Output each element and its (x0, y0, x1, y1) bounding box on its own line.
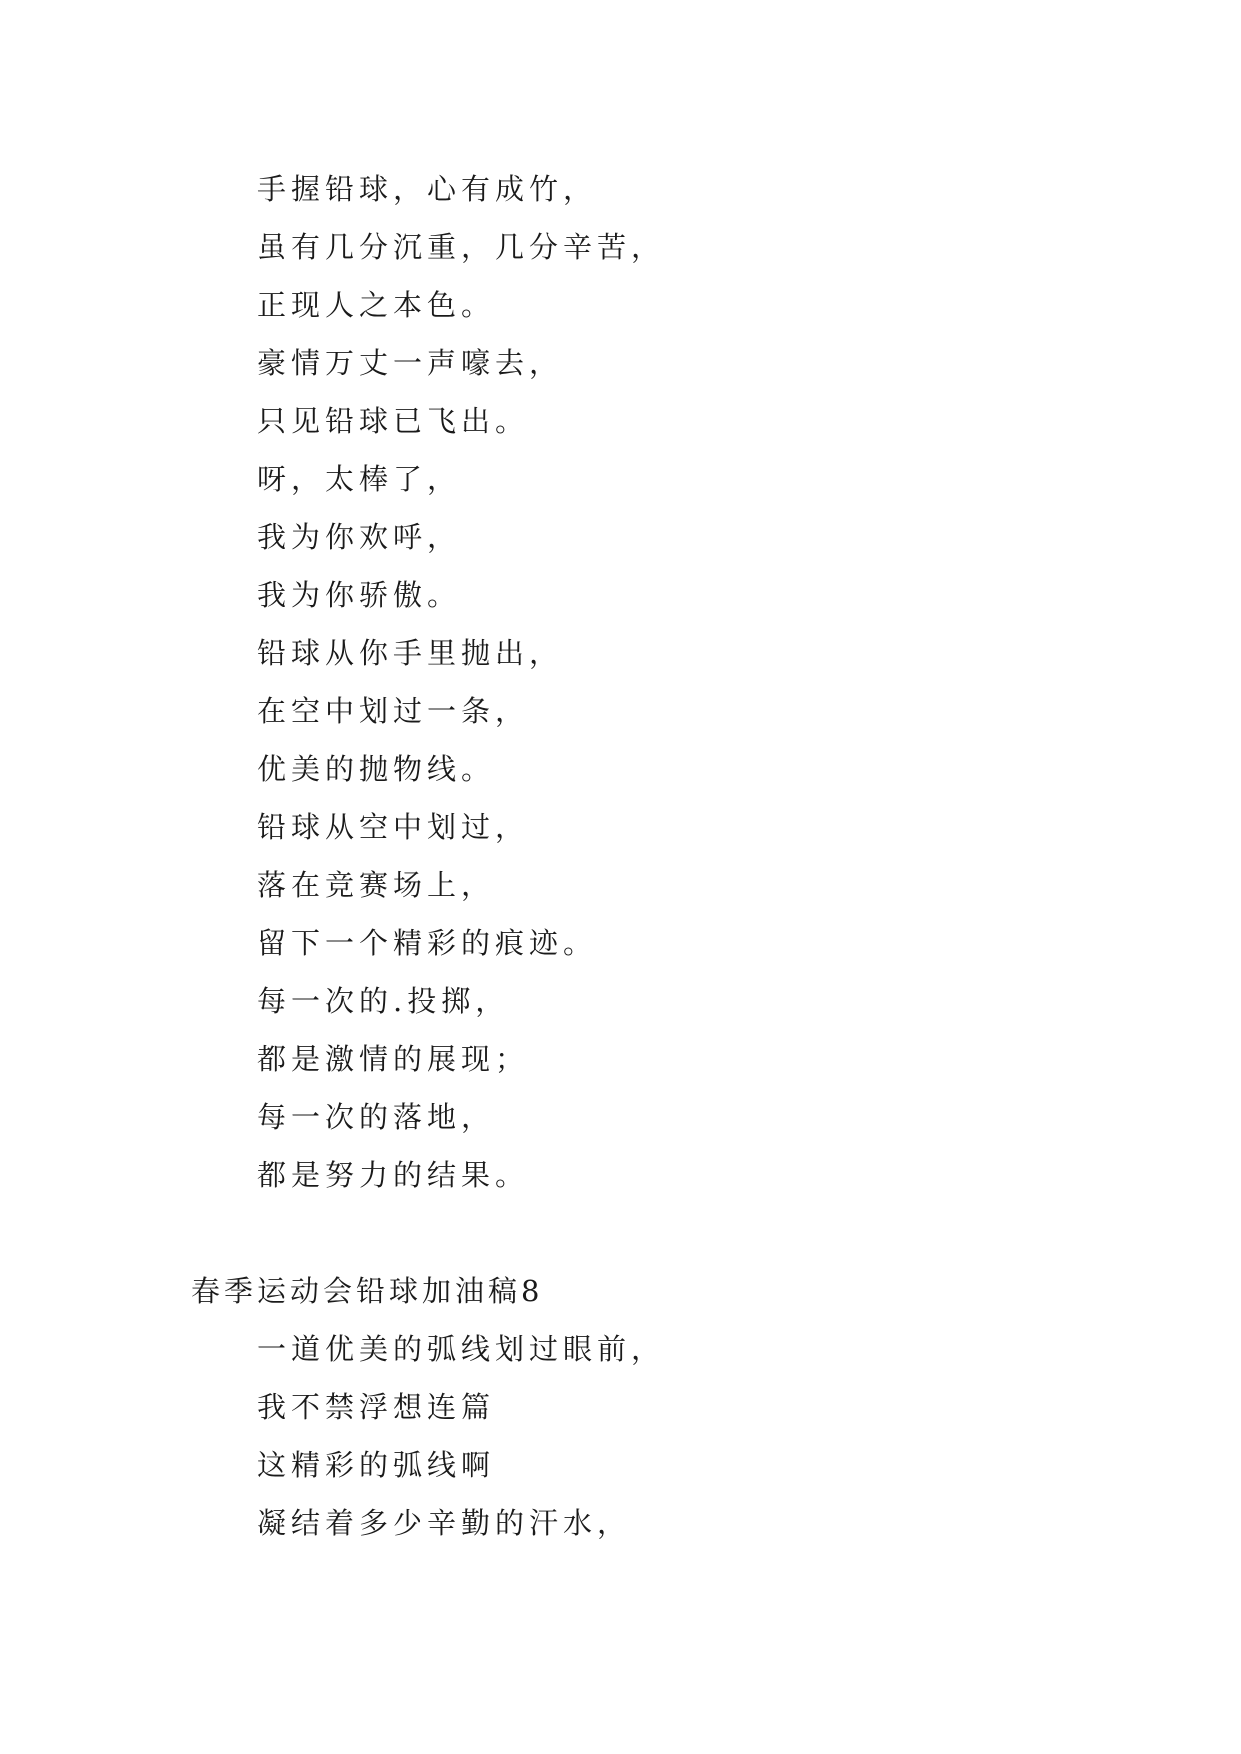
section-line: 这精彩的弧线啊 (257, 1448, 496, 1482)
poem-line: 虽有几分沉重，几分辛苦， (257, 230, 666, 264)
poem-line: 手握铅球，心有成竹， (257, 172, 598, 206)
section-line: 一道优美的弧线划过眼前， (257, 1332, 666, 1366)
poem-line: 落在竞赛场上， (257, 868, 496, 902)
poem-line: 只见铅球已飞出。 (257, 404, 530, 438)
poem-line: 正现人之本色。 (257, 288, 496, 322)
poem-line: 留下一个精彩的痕迹。 (257, 926, 598, 960)
poem-body (257, 160, 665, 1204)
poem-line: 都是努力的结果。 (257, 1158, 530, 1192)
section-line: 我不禁浮想连篇 (257, 1390, 496, 1424)
poem-line: 铅球从空中划过， (257, 810, 530, 844)
poem-line: 铅球从你手里抛出， (257, 636, 564, 670)
poem-line: 我为你欢呼， (257, 520, 462, 554)
section-body (257, 1320, 665, 1552)
poem-line: 每一次的.投掷， (257, 984, 510, 1018)
section-line: 凝结着多少辛勤的汗水， (257, 1506, 632, 1540)
poem-line: 我为你骄傲。 (257, 578, 462, 612)
poem-line: 呀，太棒了， (257, 462, 462, 496)
poem-line: 豪情万丈一声嚎去， (257, 346, 564, 380)
poem-line: 在空中划过一条， (257, 694, 530, 728)
poem-line: 每一次的落地， (257, 1100, 496, 1134)
poem-line: 优美的抛物线。 (257, 752, 496, 786)
section-title: 春季运动会铅球加油稿8 (191, 1274, 544, 1308)
poem-line: 都是激情的展现； (257, 1042, 530, 1076)
